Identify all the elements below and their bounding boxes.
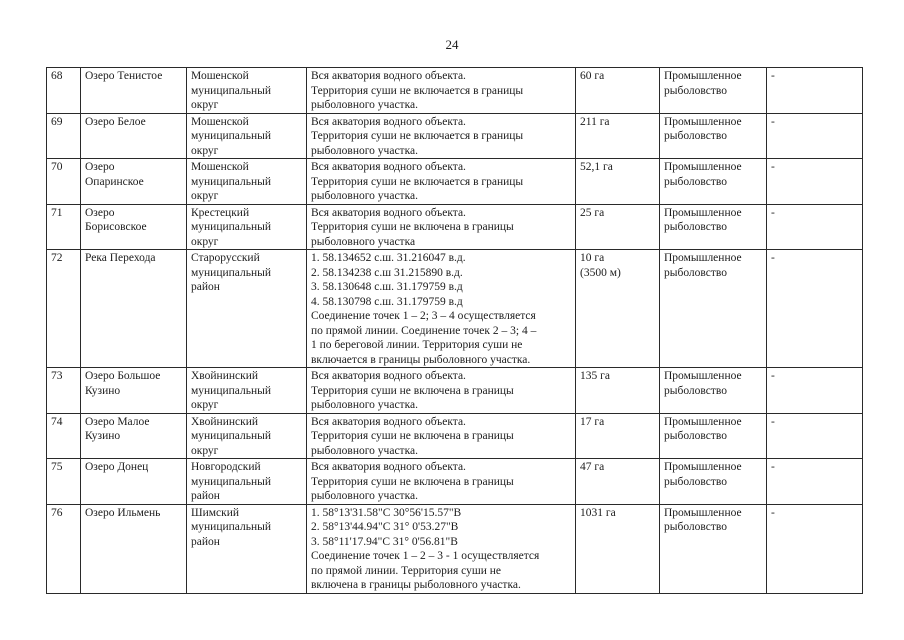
cell-name bbox=[81, 413, 187, 459]
cell-bounds-line: Вся акватория водного объекта. bbox=[311, 370, 466, 382]
cell-purpose bbox=[660, 413, 767, 459]
cell-area bbox=[576, 113, 660, 159]
cell-purpose-line: рыболовство bbox=[664, 84, 728, 97]
cell-area bbox=[576, 459, 660, 505]
cell-purpose-line: рыболовство bbox=[664, 384, 728, 397]
cell-area bbox=[576, 250, 660, 368]
cell-name-line: Озеро Донец bbox=[85, 461, 149, 473]
cell-bounds-line: рыболовного участка. bbox=[311, 144, 418, 157]
cell-number: 69 bbox=[47, 113, 81, 159]
cell-district-line: округ bbox=[191, 99, 219, 111]
cell-purpose-line: рыболовство bbox=[664, 266, 728, 279]
cell-purpose-line: рыболовство bbox=[664, 221, 728, 233]
cell-purpose-line: Промышленное bbox=[664, 161, 742, 173]
cell-bounds-line: Территория суши не включается в границы bbox=[311, 130, 524, 142]
cell-district-line: округ bbox=[191, 144, 219, 157]
cell-district-line: Новгородский bbox=[191, 461, 261, 473]
cell-area bbox=[576, 204, 660, 250]
cell-purpose-line: Промышленное bbox=[664, 461, 742, 473]
cell-name-line: Озеро Ильмень bbox=[85, 506, 161, 519]
cell-purpose bbox=[660, 368, 767, 414]
cell-bounds bbox=[307, 459, 576, 505]
cell-purpose-line: Промышленное bbox=[664, 506, 742, 519]
cell-district-line: муниципальный bbox=[191, 475, 272, 488]
table-row bbox=[47, 113, 863, 159]
cell-note: - bbox=[767, 413, 863, 459]
cell-district-line: муниципальный bbox=[191, 221, 272, 233]
cell-bounds bbox=[307, 250, 576, 368]
cell-bounds-line: 1 по береговой линии. Территория суши не bbox=[311, 339, 523, 351]
cell-area bbox=[576, 413, 660, 459]
cell-district bbox=[187, 68, 307, 114]
cell-district-line: муниципальный bbox=[191, 384, 272, 397]
cell-area bbox=[576, 68, 660, 114]
cell-district bbox=[187, 204, 307, 250]
cell-number: 74 bbox=[47, 413, 81, 459]
cell-number: 73 bbox=[47, 368, 81, 414]
cell-purpose bbox=[660, 204, 767, 250]
cell-bounds bbox=[307, 204, 576, 250]
cell-name-line: Озеро Тенистое bbox=[85, 70, 163, 82]
cell-bounds bbox=[307, 68, 576, 114]
cell-area-line: 25 га bbox=[580, 206, 605, 219]
cell-note: - bbox=[767, 159, 863, 205]
cell-name bbox=[81, 204, 187, 250]
cell-note: - bbox=[767, 368, 863, 414]
cell-name-line: Кузино bbox=[85, 384, 121, 397]
cell-area-line: (3500 м) bbox=[580, 266, 621, 279]
table-body bbox=[47, 68, 863, 594]
cell-area bbox=[576, 504, 660, 593]
page-number: 24 bbox=[445, 37, 459, 52]
cell-purpose bbox=[660, 68, 767, 114]
cell-district-line: округ bbox=[191, 399, 219, 411]
cell-name-line: Озеро Белое bbox=[85, 115, 146, 128]
cell-purpose-line: рыболовство bbox=[664, 475, 728, 488]
cell-district bbox=[187, 250, 307, 368]
cell-name-line: Река Перехода bbox=[85, 252, 156, 264]
cell-purpose bbox=[660, 113, 767, 159]
cell-note: - bbox=[767, 250, 863, 368]
cell-bounds-line: 4. 58.130798 с.ш. 31.179759 в.д bbox=[311, 295, 463, 308]
cell-bounds-line: Территория суши не включена в границы bbox=[311, 221, 514, 233]
table-row bbox=[47, 459, 863, 505]
cell-note: - bbox=[767, 113, 863, 159]
cell-district-line: округ bbox=[191, 235, 219, 248]
cell-name-line: Озеро bbox=[85, 206, 115, 219]
cell-district bbox=[187, 159, 307, 205]
cell-name bbox=[81, 68, 187, 114]
cell-bounds-line: 3. 58°11'17.94"С 31° 0'56.81"В bbox=[311, 535, 458, 548]
table-row bbox=[47, 204, 863, 250]
cell-bounds-line: 1. 58°13'31.58"С 30°56'15.57"В bbox=[311, 506, 462, 519]
cell-bounds-line: Территория суши не включается в границы bbox=[311, 175, 524, 188]
cell-name-line: Озеро bbox=[85, 161, 115, 173]
fishing-areas-table bbox=[46, 67, 863, 594]
cell-bounds-line: Вся акватория водного объекта. bbox=[311, 415, 466, 428]
cell-name bbox=[81, 368, 187, 414]
cell-district-line: Мошенской bbox=[191, 115, 249, 128]
cell-area-line: 17 га bbox=[580, 415, 605, 428]
cell-bounds bbox=[307, 113, 576, 159]
table-row bbox=[47, 504, 863, 593]
cell-district-line: Шимский bbox=[191, 506, 240, 519]
cell-purpose-line: рыболовство bbox=[664, 521, 728, 533]
cell-district bbox=[187, 459, 307, 505]
cell-name-line: Опаринское bbox=[85, 175, 144, 188]
cell-bounds-line: включается в границы рыболовного участка. bbox=[311, 353, 531, 366]
cell-name bbox=[81, 504, 187, 593]
cell-name bbox=[81, 113, 187, 159]
cell-area-line: 10 га bbox=[580, 252, 605, 264]
cell-bounds-line: рыболовного участка. bbox=[311, 190, 418, 202]
cell-district-line: муниципальный bbox=[191, 430, 272, 442]
cell-purpose-line: Промышленное bbox=[664, 252, 742, 264]
cell-name bbox=[81, 250, 187, 368]
cell-bounds-line: рыболовного участка. bbox=[311, 444, 418, 457]
cell-purpose bbox=[660, 250, 767, 368]
cell-number: 72 bbox=[47, 250, 81, 368]
cell-district bbox=[187, 368, 307, 414]
cell-area-line: 1031 га bbox=[580, 506, 616, 519]
cell-district-line: округ bbox=[191, 190, 219, 202]
cell-bounds-line: рыболовного участка. bbox=[311, 99, 418, 111]
cell-note: - bbox=[767, 459, 863, 505]
cell-district-line: муниципальный bbox=[191, 521, 272, 533]
cell-bounds-line: Территория суши не включается в границы bbox=[311, 84, 524, 97]
cell-bounds-line: Вся акватория водного объекта. bbox=[311, 161, 466, 173]
cell-bounds-line: Вся акватория водного объекта. bbox=[311, 115, 466, 128]
cell-district-line: Мошенской bbox=[191, 161, 249, 173]
cell-purpose bbox=[660, 459, 767, 505]
cell-purpose-line: рыболовство bbox=[664, 430, 728, 442]
cell-purpose-line: Промышленное bbox=[664, 70, 742, 82]
table-row bbox=[47, 368, 863, 414]
cell-district-line: Мошенской bbox=[191, 70, 249, 82]
cell-name-line: Озеро Малое bbox=[85, 415, 150, 428]
cell-note: - bbox=[767, 504, 863, 593]
cell-bounds-line: Территория суши не включена в границы bbox=[311, 430, 514, 442]
cell-purpose-line: Промышленное bbox=[664, 115, 742, 128]
cell-district-line: муниципальный bbox=[191, 130, 272, 142]
cell-district-line: муниципальный bbox=[191, 266, 272, 279]
cell-district-line: муниципальный bbox=[191, 175, 272, 188]
cell-purpose-line: рыболовство bbox=[664, 175, 728, 188]
table-row bbox=[47, 413, 863, 459]
cell-number: 71 bbox=[47, 204, 81, 250]
cell-district-line: Крестецкий bbox=[191, 206, 250, 219]
cell-bounds-line: 3. 58.130648 с.ш. 31.179759 в.д bbox=[311, 281, 463, 293]
cell-bounds bbox=[307, 159, 576, 205]
cell-district-line: район bbox=[191, 535, 220, 548]
table-row bbox=[47, 250, 863, 368]
cell-bounds-line: Вся акватория водного объекта. bbox=[311, 461, 466, 473]
cell-purpose-line: рыболовство bbox=[664, 130, 728, 142]
cell-note: - bbox=[767, 68, 863, 114]
cell-purpose-line: Промышленное bbox=[664, 206, 742, 219]
cell-district bbox=[187, 504, 307, 593]
cell-number: 70 bbox=[47, 159, 81, 205]
cell-bounds-line: рыболовного участка. bbox=[311, 399, 418, 411]
cell-district-line: район bbox=[191, 490, 220, 502]
cell-district-line: муниципальный bbox=[191, 84, 272, 97]
cell-bounds-line: рыболовного участка bbox=[311, 235, 416, 248]
cell-district bbox=[187, 413, 307, 459]
cell-area-line: 135 га bbox=[580, 370, 610, 382]
cell-bounds-line: Соединение точек 1 – 2; 3 – 4 осуществляется bbox=[311, 310, 536, 322]
cell-number: 68 bbox=[47, 68, 81, 114]
cell-name bbox=[81, 159, 187, 205]
cell-bounds-line: 1. 58.134652 с.ш. 31.216047 в.д. bbox=[311, 252, 466, 264]
cell-note: - bbox=[767, 204, 863, 250]
cell-district-line: район bbox=[191, 281, 220, 293]
cell-bounds-line: 2. 58.134238 с.ш 31.215890 в.д. bbox=[311, 266, 463, 279]
cell-purpose-line: Промышленное bbox=[664, 415, 742, 428]
cell-area bbox=[576, 368, 660, 414]
cell-name-line: Кузино bbox=[85, 430, 121, 442]
cell-bounds-line: Территория суши не включена в границы bbox=[311, 475, 514, 488]
cell-district-line: Хвойнинский bbox=[191, 370, 259, 382]
cell-bounds-line: Вся акватория водного объекта. bbox=[311, 206, 466, 219]
cell-bounds bbox=[307, 504, 576, 593]
cell-name bbox=[81, 459, 187, 505]
cell-area-line: 211 га bbox=[580, 115, 610, 128]
cell-name-line: Борисовское bbox=[85, 221, 147, 233]
cell-area-line: 60 га bbox=[580, 70, 605, 82]
cell-name-line: Озеро Большое bbox=[85, 370, 161, 382]
cell-bounds-line: 2. 58°13'44.94"С 31° 0'53.27"В bbox=[311, 521, 459, 533]
cell-bounds bbox=[307, 368, 576, 414]
cell-district-line: Старорусский bbox=[191, 252, 260, 264]
cell-number: 76 bbox=[47, 504, 81, 593]
cell-area-line: 47 га bbox=[580, 461, 605, 473]
cell-bounds-line: Территория суши не включена в границы bbox=[311, 384, 514, 397]
cell-bounds-line: по прямой линии. Территория суши не bbox=[311, 564, 502, 577]
cell-district bbox=[187, 113, 307, 159]
cell-number: 75 bbox=[47, 459, 81, 505]
cell-bounds-line: включена в границы рыболовного участка. bbox=[311, 579, 521, 591]
cell-district-line: округ bbox=[191, 444, 219, 457]
cell-bounds-line: Вся акватория водного объекта. bbox=[311, 70, 466, 82]
cell-bounds bbox=[307, 413, 576, 459]
cell-area-line: 52,1 га bbox=[580, 161, 613, 173]
cell-district-line: Хвойнинский bbox=[191, 415, 259, 428]
cell-bounds-line: по прямой линии. Соединение точек 2 – 3; 4 – bbox=[311, 324, 537, 337]
cell-bounds-line: рыболовного участка. bbox=[311, 490, 418, 502]
table-row bbox=[47, 68, 863, 114]
cell-purpose-line: Промышленное bbox=[664, 370, 742, 382]
table-row bbox=[47, 159, 863, 205]
cell-purpose bbox=[660, 504, 767, 593]
cell-purpose bbox=[660, 159, 767, 205]
cell-area bbox=[576, 159, 660, 205]
cell-bounds-line: Соединение точек 1 – 2 – 3 - 1 осуществляется bbox=[311, 550, 540, 562]
